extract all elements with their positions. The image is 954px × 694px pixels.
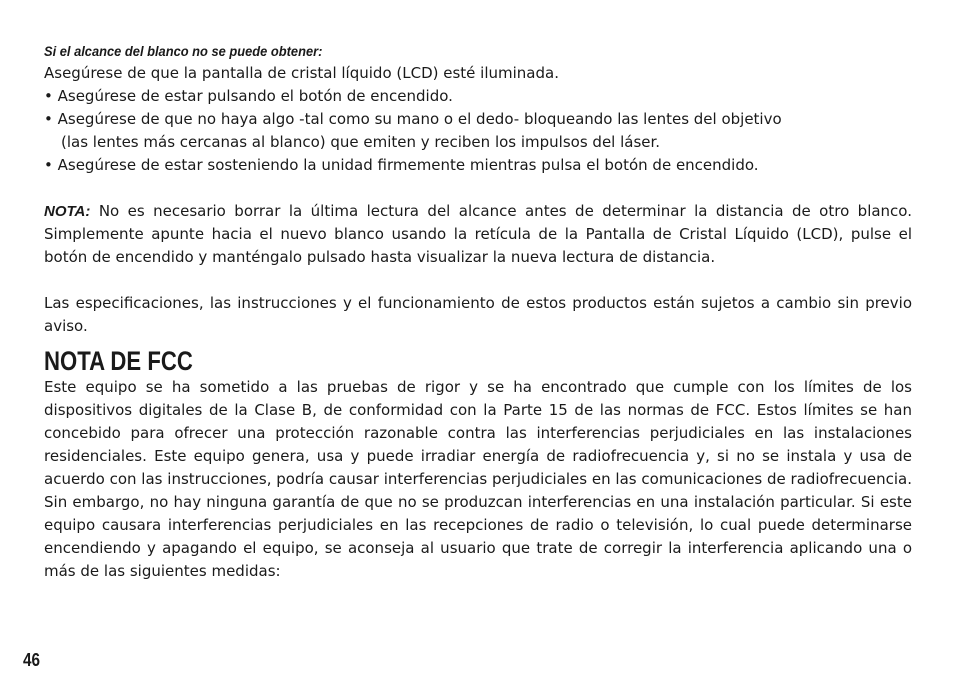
fcc-title: NOTA DE FCC — [44, 346, 193, 376]
page-number: 46 — [23, 650, 41, 670]
troubleshooting-intro: Asegúrese de que la pantalla de cristal líquido (LCD) esté iluminada. — [44, 64, 559, 82]
note-text: No es necesario borrar la última lectura del alcance antes de determinar la distancia de otro blanco. Simplemente apunte hacia el nuevo blanco usando la retícula de la Pantalla de Cristal Líquido (LCD), pulse el botón de encendido y manténgalo pulsado hasta visualizar la nueva lectura de distancia. — [44, 202, 912, 266]
bullet-item-2: • Asegúrese de que no haya algo -tal como su mano o el dedo- bloqueando las lentes del objetivo — [44, 110, 782, 128]
bullet-item-3: • Asegúrese de estar sosteniendo la unidad firmemente mientras pulsa el botón de encendido. — [44, 156, 759, 174]
bullet-item-1: • Asegúrese de estar pulsando el botón de encendido. — [44, 87, 453, 105]
paragraph-gap — [44, 269, 912, 292]
troubleshooting-heading: Si el alcance del blanco no se puede obtener: — [44, 43, 323, 59]
specs-paragraph: Las especificaciones, las instrucciones y el funcionamiento de estos productos están sujetos a cambio sin previo aviso. — [44, 294, 912, 335]
note-paragraph — [44, 200, 912, 269]
paragraph-gap — [44, 177, 912, 200]
fcc-paragraph: Este equipo se ha sometido a las pruebas de rigor y se ha encontrado que cumple con los límites de los dispositivos digitales de la Clase B, de conformidad con la Parte 15 de las normas de FCC. Estos límites se han concebido para ofrecer una protección razonable contra las interferencias perjudiciales en las instalaciones residenciales. Este equipo genera, usa y puede irradiar energía de radiofrecuencia y, si no se instala y usa de acuerdo con las instrucciones, podría causar interferencias perjudiciales en las comunicaciones de radiofrecuencia. Sin embargo, no hay ninguna garantía de que no se produzcan interferencias en una instalación particular. Si este equipo causara interferencias perjudiciales en las recepciones de radio o televisión, lo cual puede determinarse encendiendo y apagando el equipo, se aconseja al usuario que trate de corregir la interferencia aplicando una o más de las siguientes medidas: — [44, 378, 912, 580]
note-label: NOTA: — [44, 203, 91, 220]
bullet-item-2-continued: (las lentes más cercanas al blanco) que emiten y reciben los impulsos del láser. — [61, 133, 661, 151]
document-page — [44, 40, 912, 583]
